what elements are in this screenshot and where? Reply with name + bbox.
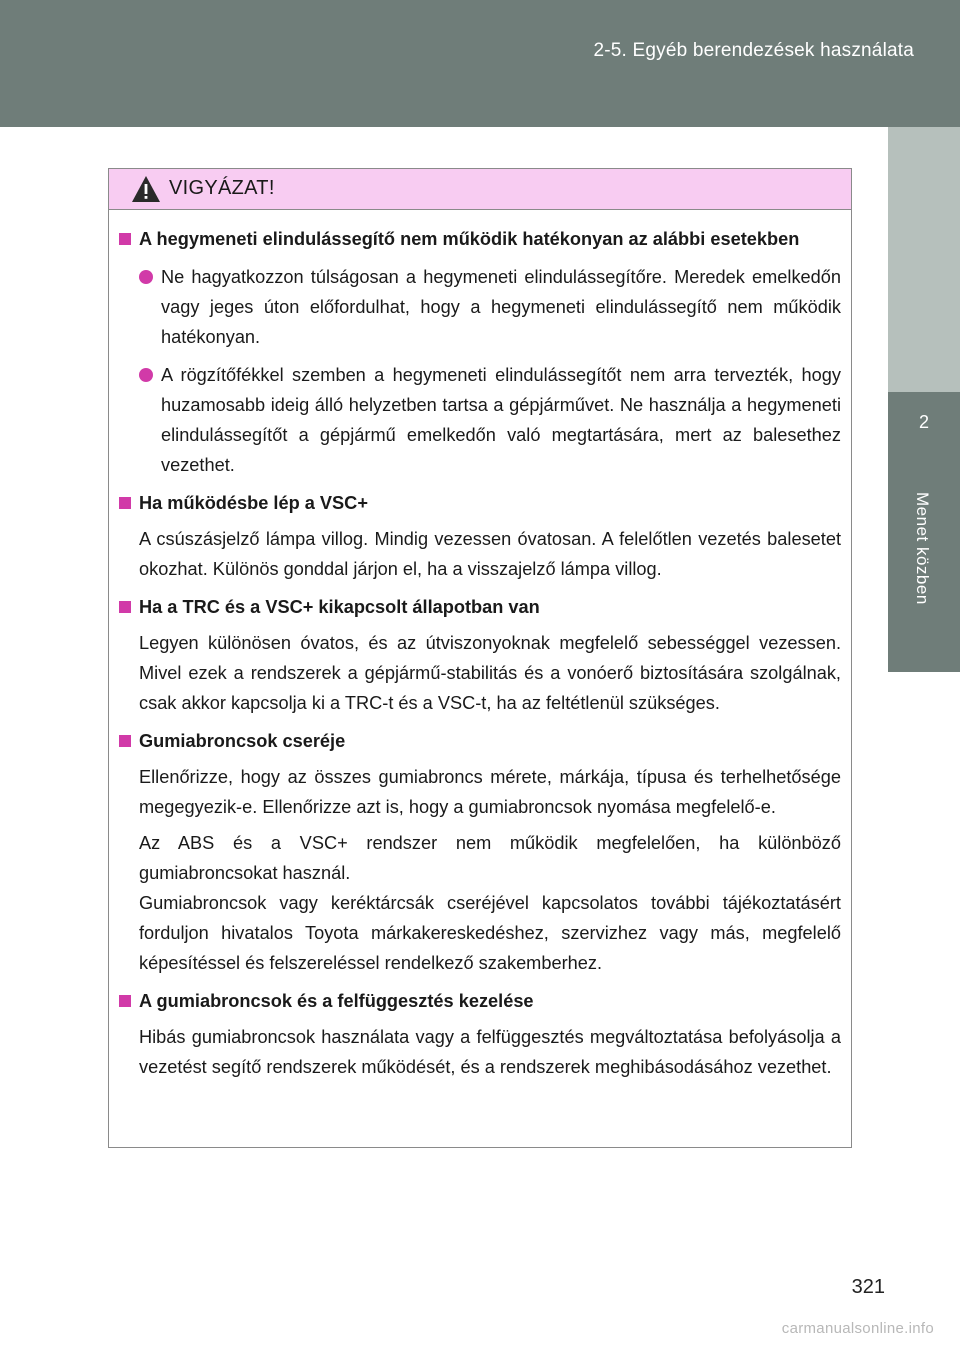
square-bullet-icon: [119, 497, 131, 509]
paragraph: Hibás gumiabroncsok használata vagy a felfüggesztés megváltoztatása befolyásolja a vezetést segítő rendszerek működését, és a rendszerek meghibásodásához vezethet.: [139, 1027, 841, 1077]
square-bullet-icon: [119, 735, 131, 747]
section-vsc-active: [119, 488, 841, 584]
circle-bullet-icon: [139, 270, 153, 284]
chapter-tab: [888, 392, 960, 672]
section-heading: Gumiabroncsok cseréje: [119, 726, 841, 756]
square-bullet-icon: [119, 233, 131, 245]
page-number: 321: [851, 1276, 885, 1298]
paragraph: Az ABS és a VSC+ rendszer nem működik megfelelően, ha különböző gumiabroncsokat használ.: [139, 833, 841, 883]
paragraph: Ellenőrizze, hogy az összes gumiabroncs mérete, márkája, típusa és terhelhetősége megegyezik-e. Ellenőrizze azt is, hogy a gumiabroncsok nyomása megfelelő-e.: [139, 767, 841, 817]
watermark: carmanualsonline.info: [781, 1320, 934, 1337]
list-item: A rögzítőfékkel szemben a hegymeneti elindulássegítőt nem arra tervezték, hogy huzamosabb ideig álló helyzetben tartsa a gépjárművet. Ne használja a hegymeneti elindulássegítőt a gépjármű emelkedőn való megtartására, mert az balesethez vezethet.: [139, 360, 841, 480]
circle-bullet-icon: [139, 368, 153, 382]
section-tire-suspension: [119, 986, 841, 1082]
warning-body: [109, 210, 851, 1082]
chapter-label: Menet közben: [913, 492, 932, 605]
section-title: 2-5. Egyéb berendezések használata: [593, 40, 914, 61]
header-band: [0, 0, 960, 127]
side-tab-lower: [888, 672, 960, 1352]
warning-triangle-icon: [131, 175, 161, 203]
warning-box: [108, 168, 852, 1148]
paragraph: Legyen különösen óvatos, és az útviszonyoknak megfelelő sebességgel vezessen. Mivel ezek a rendszerek a gépjármű-stabilitás és a vonóerő biztosítására szolgálnak, csak akkor kapcsolja ki a TRC-t és a VSC-t, ha az feltétlenül szükséges.: [139, 633, 841, 713]
section-hill-assist: [119, 224, 841, 480]
paragraph: A csúszásjelző lámpa villog. Mindig vezessen óvatosan. A felelőtlen vezetés balesetet okozhat. Különös gonddal járjon el, ha a visszajelző lámpa villog.: [139, 529, 841, 579]
section-trc-vsc-off: [119, 592, 841, 718]
side-tab-upper: [888, 127, 960, 392]
section-tire-replacement: [119, 726, 841, 978]
paragraph: Gumiabroncsok vagy keréktárcsák cseréjével kapcsolatos további tájékoztatásért forduljon hivatalos Toyota márkakereskedéshez, szervizhez vagy más, megfelelő képesítéssel és felszereléssel rendelkező szakemberhez.: [139, 893, 841, 973]
warning-title: VIGYÁZAT!: [169, 177, 275, 199]
square-bullet-icon: [119, 601, 131, 613]
list-item: Ne hagyatkozzon túlságosan a hegymeneti elindulássegítőre. Meredek emelkedőn vagy jeges úton előfordulhat, hogy a hegymeneti elindulássegítő nem működik hatékonyan.: [139, 262, 841, 352]
section-heading: A gumiabroncsok és a felfüggesztés kezelése: [119, 986, 841, 1016]
section-heading: Ha működésbe lép a VSC+: [119, 488, 841, 518]
section-heading: Ha a TRC és a VSC+ kikapcsolt állapotban van: [119, 592, 841, 622]
square-bullet-icon: [119, 995, 131, 1007]
section-heading: A hegymeneti elindulássegítő nem működik hatékonyan az alábbi esetekben: [119, 224, 841, 254]
warning-header: [109, 169, 851, 210]
chapter-number: 2: [918, 412, 929, 432]
